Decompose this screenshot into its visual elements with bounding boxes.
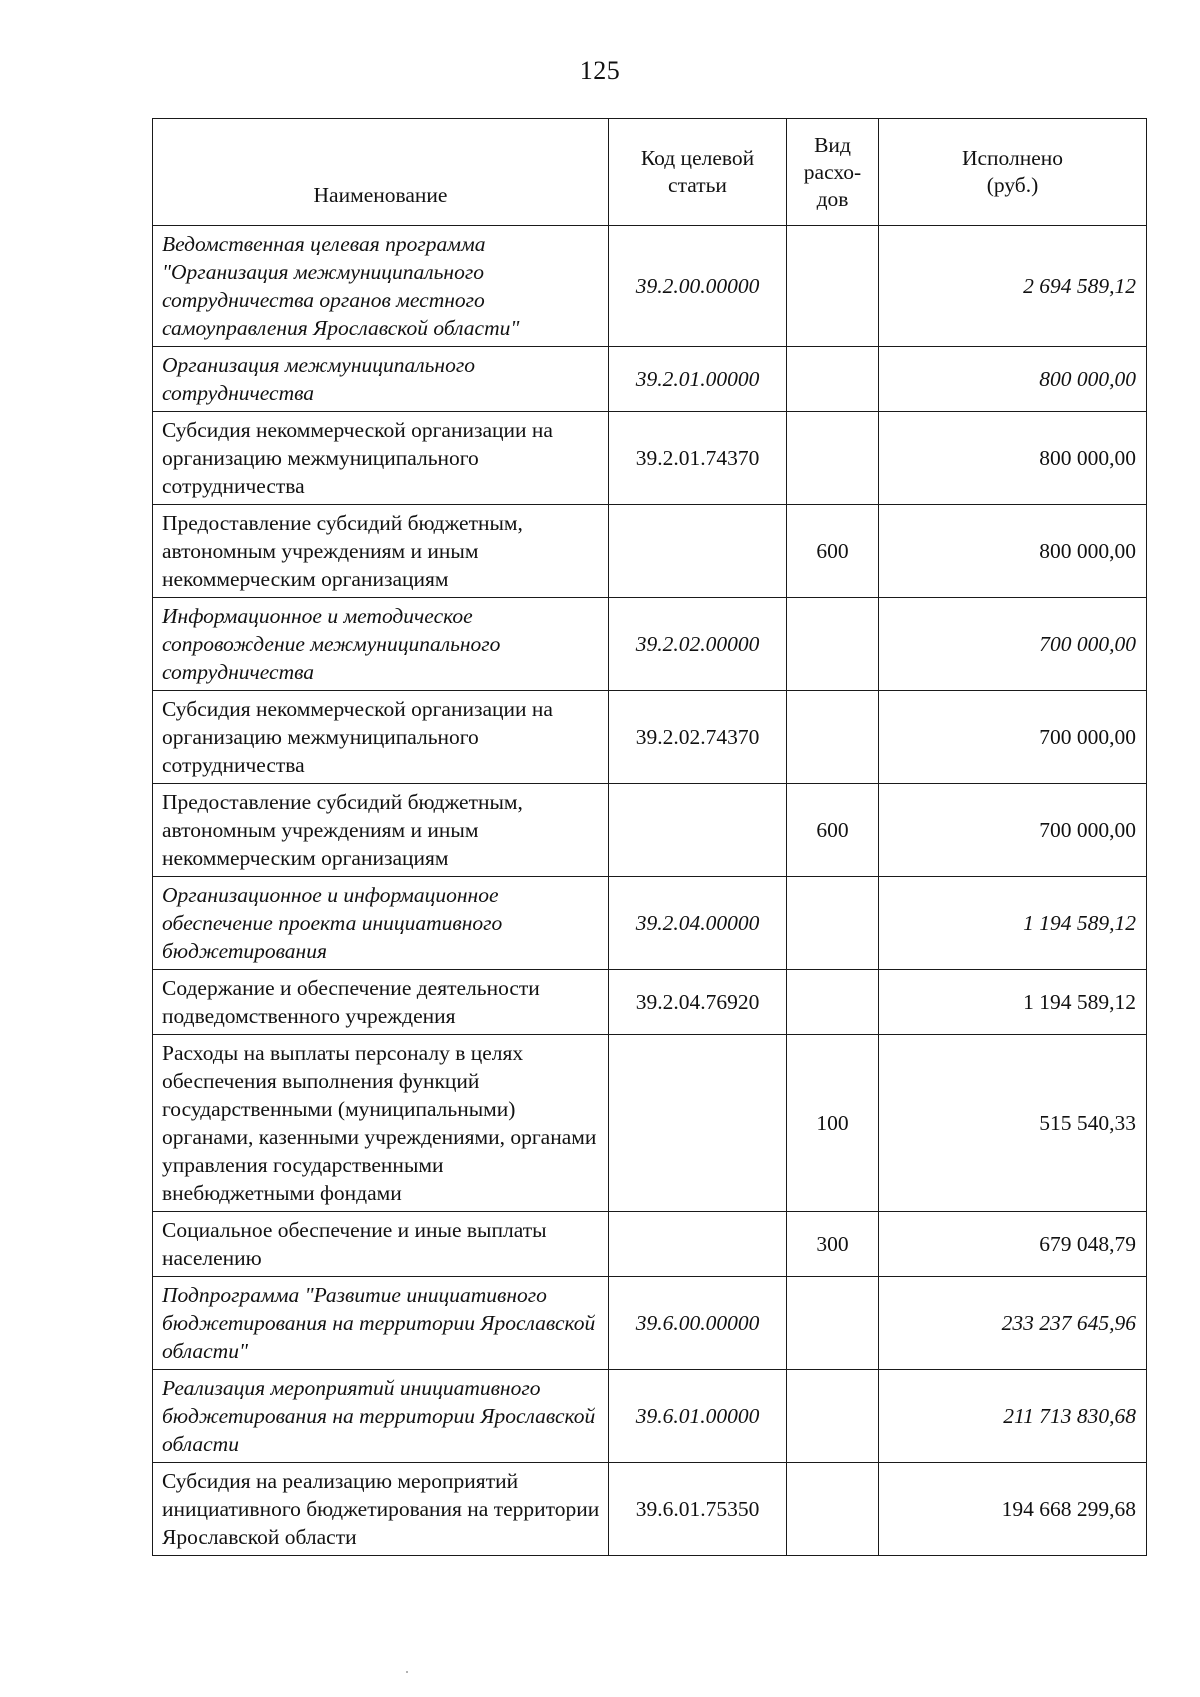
row-name: Субсидия некоммерческой организации на организацию межмуниципального сотрудничества xyxy=(153,412,609,505)
row-kind: 300 xyxy=(787,1212,879,1277)
row-amount: 700 000,00 xyxy=(879,598,1147,691)
table-row xyxy=(153,226,1147,347)
header-amount-label: Исполнено (руб.) xyxy=(961,146,1064,197)
row-name: Реализация мероприятий инициативного бюджетирования на территории Ярославской области xyxy=(153,1370,609,1463)
row-kind xyxy=(787,1277,879,1370)
scan-speck xyxy=(406,1671,408,1673)
page-number: 125 xyxy=(579,56,621,85)
row-name: Организационное и информационное обеспечение проекта инициативного бюджетирования xyxy=(153,877,609,970)
header-amount xyxy=(879,119,1147,226)
header-kind xyxy=(787,119,879,226)
table-row xyxy=(153,1463,1147,1556)
row-code: 39.2.02.74370 xyxy=(609,691,787,784)
row-code: 39.2.02.00000 xyxy=(609,598,787,691)
row-kind xyxy=(787,226,879,347)
row-kind: 600 xyxy=(787,784,879,877)
table-row xyxy=(153,970,1147,1035)
header-code-label: Код целевой статьи xyxy=(640,146,755,197)
row-name: Субсидия некоммерческой организации на организацию межмуниципального сотрудничества xyxy=(153,691,609,784)
row-name: Подпрограмма "Развитие инициативного бюджетирования на территории Ярославской области" xyxy=(153,1277,609,1370)
row-name: Информационное и методическое сопровождение межмуниципального сотрудничества xyxy=(153,598,609,691)
row-kind xyxy=(787,877,879,970)
header-code xyxy=(609,119,787,226)
row-amount: 700 000,00 xyxy=(879,784,1147,877)
table-row xyxy=(153,412,1147,505)
row-name: Предоставление субсидий бюджетным, автономным учреждениям и иным некоммерческим организациям xyxy=(153,505,609,598)
row-name: Содержание и обеспечение деятельности подведомственного учреждения xyxy=(153,970,609,1035)
row-kind xyxy=(787,1370,879,1463)
row-amount: 194 668 299,68 xyxy=(879,1463,1147,1556)
table-row xyxy=(153,691,1147,784)
row-amount: 679 048,79 xyxy=(879,1212,1147,1277)
row-amount: 2 694 589,12 xyxy=(879,226,1147,347)
row-kind xyxy=(787,412,879,505)
row-name: Субсидия на реализацию мероприятий инициативного бюджетирования на территории Ярославской области xyxy=(153,1463,609,1556)
row-kind xyxy=(787,347,879,412)
row-code: 39.2.04.76920 xyxy=(609,970,787,1035)
table-row xyxy=(153,347,1147,412)
row-code xyxy=(609,505,787,598)
row-name: Организация межмуниципального сотрудничества xyxy=(153,347,609,412)
row-code: 39.2.00.00000 xyxy=(609,226,787,347)
row-code xyxy=(609,1035,787,1212)
row-kind xyxy=(787,970,879,1035)
row-amount: 700 000,00 xyxy=(879,691,1147,784)
row-kind xyxy=(787,1463,879,1556)
row-code: 39.6.00.00000 xyxy=(609,1277,787,1370)
row-code: 39.2.01.00000 xyxy=(609,347,787,412)
header-name-label: Наименование xyxy=(313,183,448,207)
table-row xyxy=(153,784,1147,877)
row-amount: 800 000,00 xyxy=(879,505,1147,598)
row-amount: 515 540,33 xyxy=(879,1035,1147,1212)
table-row xyxy=(153,1212,1147,1277)
row-kind xyxy=(787,598,879,691)
table-row xyxy=(153,505,1147,598)
table-row xyxy=(153,1277,1147,1370)
row-code: 39.2.01.74370 xyxy=(609,412,787,505)
header-kind-label: Вид расхо- дов xyxy=(803,132,862,211)
table-row xyxy=(153,877,1147,970)
table-row xyxy=(153,598,1147,691)
row-code xyxy=(609,784,787,877)
table-header-row xyxy=(153,119,1147,226)
row-name: Ведомственная целевая программа "Организация межмуниципального сотрудничества органов местного самоуправления Ярославской области" xyxy=(153,226,609,347)
row-code: 39.6.01.00000 xyxy=(609,1370,787,1463)
row-amount: 800 000,00 xyxy=(879,347,1147,412)
row-kind: 600 xyxy=(787,505,879,598)
row-kind: 100 xyxy=(787,1035,879,1212)
row-code: 39.6.01.75350 xyxy=(609,1463,787,1556)
row-amount: 1 194 589,12 xyxy=(879,877,1147,970)
budget-table xyxy=(152,118,1147,1556)
row-amount: 233 237 645,96 xyxy=(879,1277,1147,1370)
row-amount: 800 000,00 xyxy=(879,412,1147,505)
row-amount: 211 713 830,68 xyxy=(879,1370,1147,1463)
table-body xyxy=(153,226,1147,1556)
header-name xyxy=(153,119,609,226)
row-name: Социальное обеспечение и иные выплаты населению xyxy=(153,1212,609,1277)
row-name: Расходы на выплаты персоналу в целях обеспечения выполнения функций государственными (муниципальными) органами, казенными учреждениями, органами управления государственными внебюджетными фондами xyxy=(153,1035,609,1212)
table-row xyxy=(153,1035,1147,1212)
row-kind xyxy=(787,691,879,784)
table-row xyxy=(153,1370,1147,1463)
row-code xyxy=(609,1212,787,1277)
row-code: 39.2.04.00000 xyxy=(609,877,787,970)
row-name: Предоставление субсидий бюджетным, автономным учреждениям и иным некоммерческим организациям xyxy=(153,784,609,877)
row-amount: 1 194 589,12 xyxy=(879,970,1147,1035)
